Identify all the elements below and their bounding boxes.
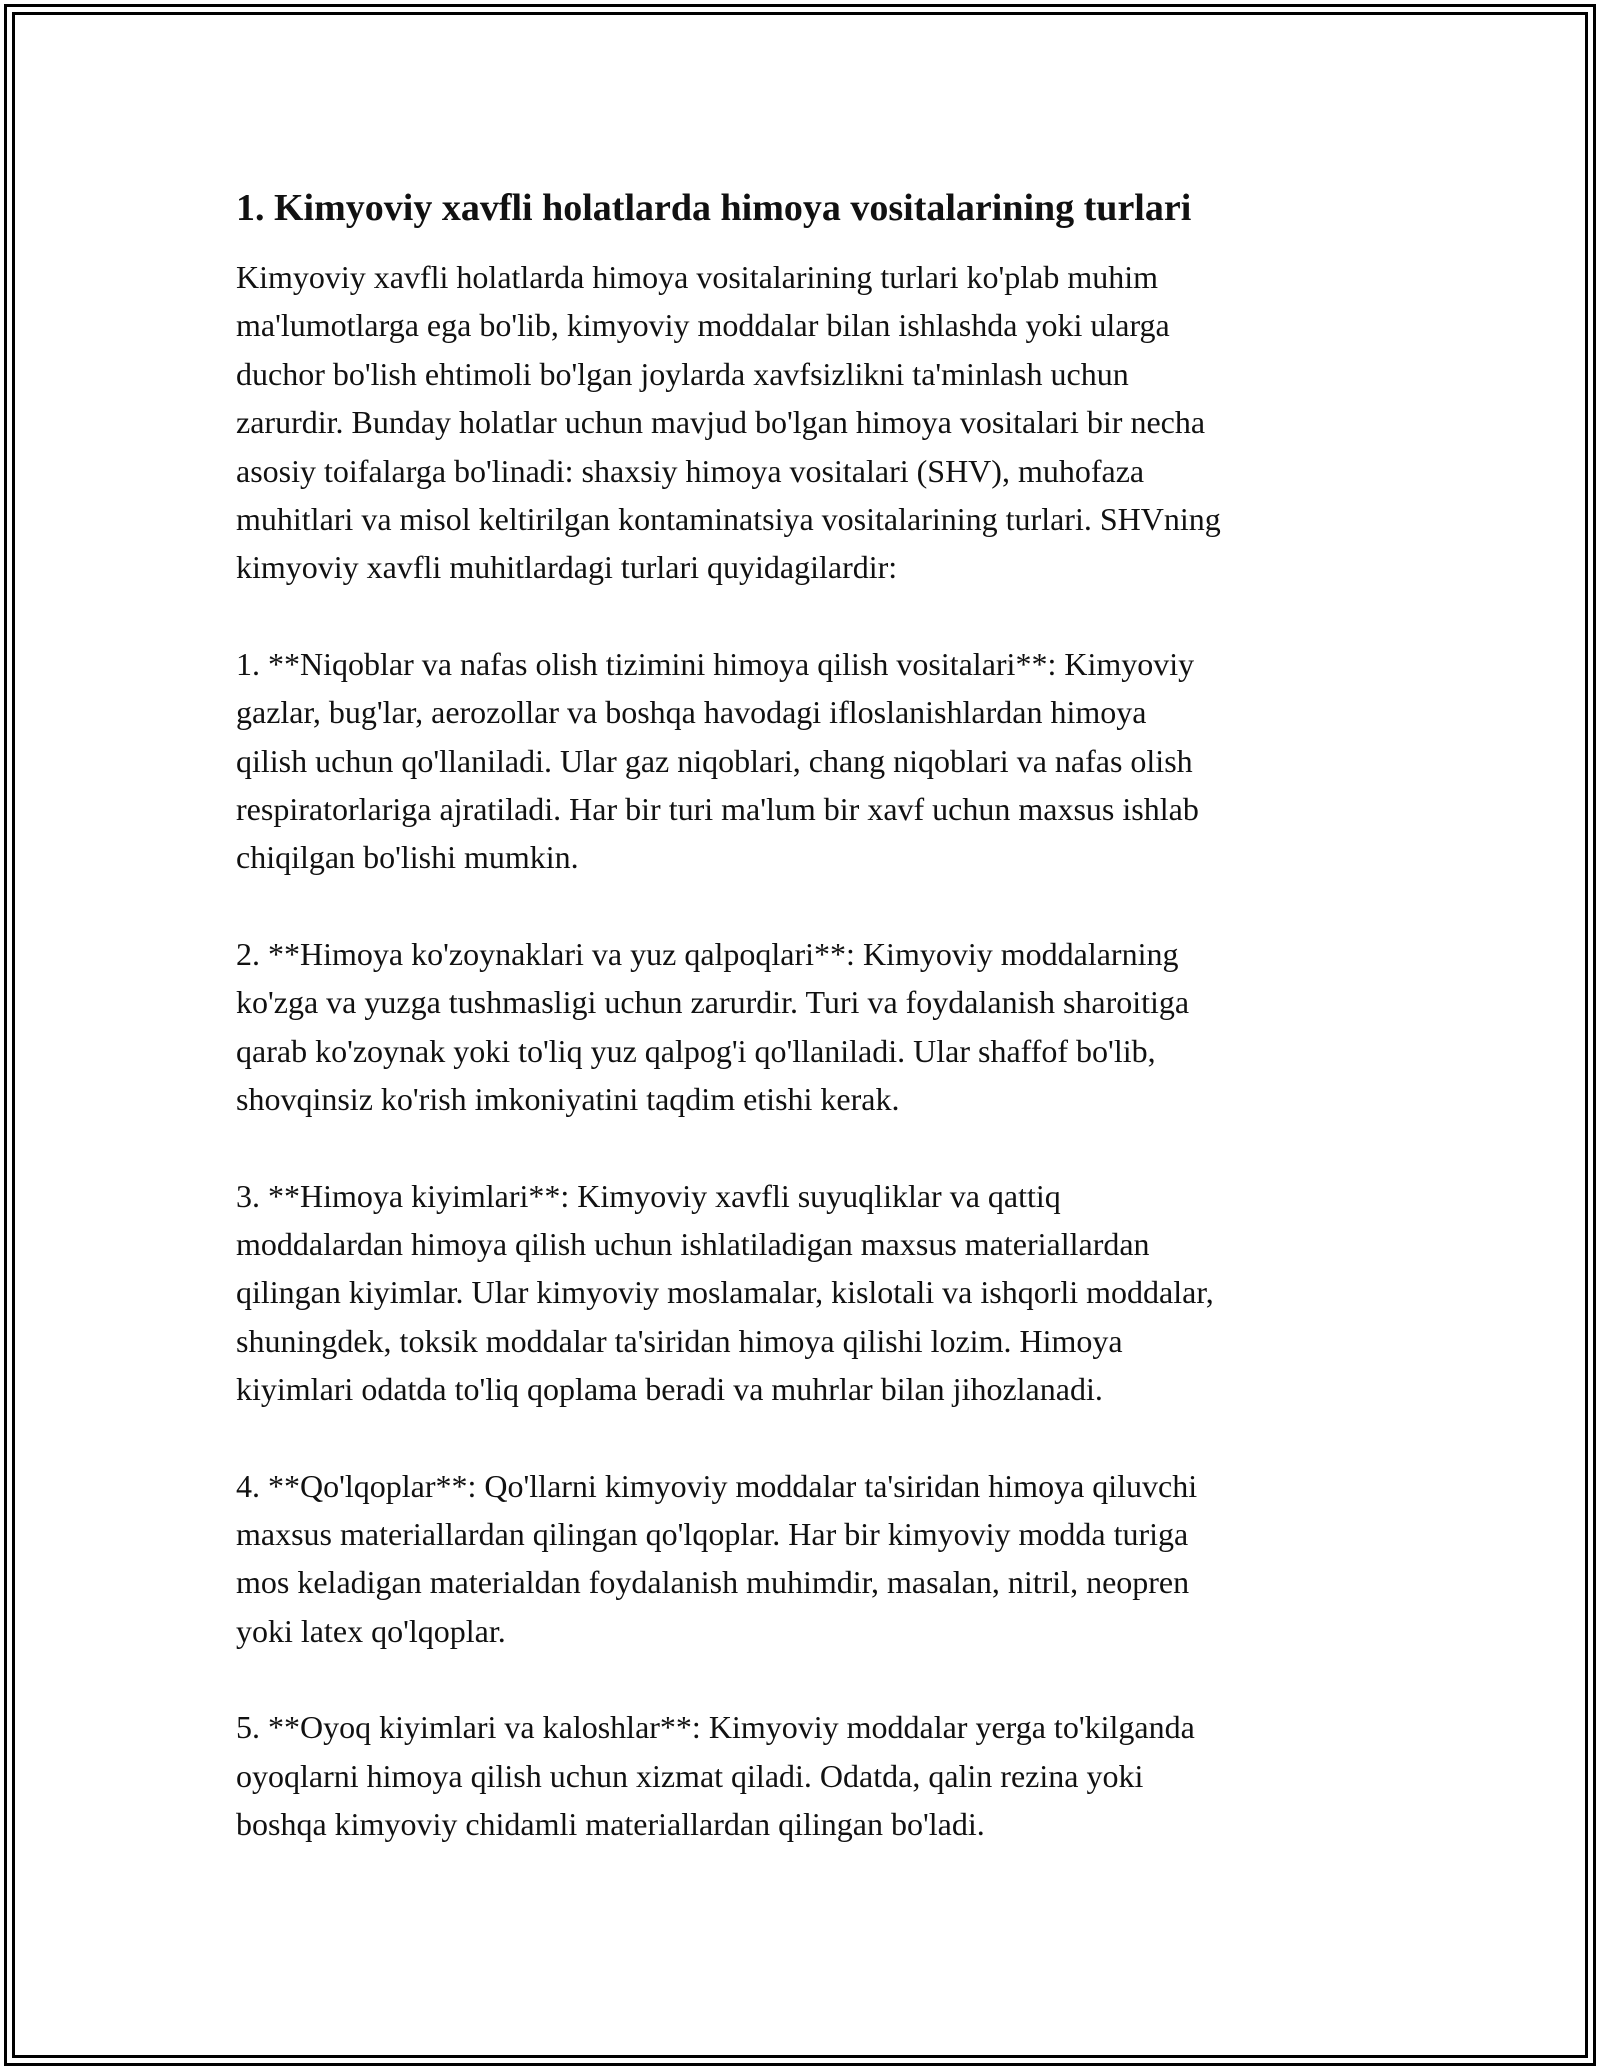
section-heading: 1. Kimyoviy xavfli holatlarda himoya vositalarining turlari	[236, 187, 1192, 229]
list-item-masks-respirators: 1. **Niqoblar va nafas olish tizimini himoya qilish vositalari**: Kimyoviy gazlar, bug'lar, aerozollar va boshqa havodagi ifloslanishlardan himoya qilish uchun qo'llaniladi. Ular gaz niqoblari, chang niqoblari va nafas olish respiratorlariga ajratiladi. Har bir turi ma'lum bir xavf uchun maxsus ishlab chiqilgan bo'lishi mumkin.	[236, 645, 1199, 876]
list-item-goggles-face-shields: 2. **Himoya ko'zoynaklari va yuz qalpoqlari**: Kimyoviy moddalarning ko'zga va yuzga tushmasligi uchun zarurdir. Turi va foydalanish sharoitiga qarab ko'zoynak yoki to'liq yuz qalpog'i qo'llaniladi. Ular shaffof bo'lib, shovqinsiz ko'rish imkoniyatini taqdim etishi kerak.	[236, 935, 1190, 1118]
list-item-gloves: 4. **Qo'lqoplar**: Qo'llarni kimyoviy moddalar ta'siridan himoya qiluvchi maxsus materiallardan qilingan qo'lqoplar. Har bir kimyoviy modda turiga mos keladigan materialdan foydalanish muhimdir, masalan, nitril, neopren yoki latex qo'lqoplar.	[236, 1467, 1198, 1649]
list-item-footwear: 5. **Oyoq kiyimlari va kaloshlar**: Kimyoviy moddalar yerga to'kilganda oyoqlarni himoya qilish uchun xizmat qiladi. Odatda, qalin rezina yoki boshqa kimyoviy chidamli materiallardan qilingan bo'ladi.	[236, 1709, 1195, 1842]
intro-paragraph: Kimyoviy xavfli holatlarda himoya vositalarining turlari ko'plab muhim ma'lumotlarga ega bo'lib, kimyoviy moddalar bilan ishlashda yoki ularga duchor bo'lish ehtimoli bo'lgan joylarda xavfsizlikni ta'minlash uchun zarurdir. Bunday holatlar uchun mavjud bo'lgan himoya vositalari bir necha asosiy toifalarga bo'linadi: shaxsiy himoya vositalari (SHV), muhofaza muhitlari va misol keltirilgan kontaminatsiya vositalarining turlari. SHVning kimyoviy xavfli muhitlardagi turlari quyidagilardir:	[236, 259, 1221, 586]
document-body	[236, 182, 1366, 1896]
list-item-protective-clothing: 3. **Himoya kiyimlari**: Kimyoviy xavfli suyuqliklar va qattiq moddalardan himoya qilish uchun ishlatiladigan maxsus materiallardan qilingan kiyimlar. Ular kimyoviy moslamalar, kislotali va ishqorli moddalar, shuningdek, toksik moddalar ta'siridan himoya qilishi lozim. Himoya kiyimlari odatda to'liq qoplama beradi va muhrlar bilan jihozlanadi.	[236, 1177, 1214, 1408]
